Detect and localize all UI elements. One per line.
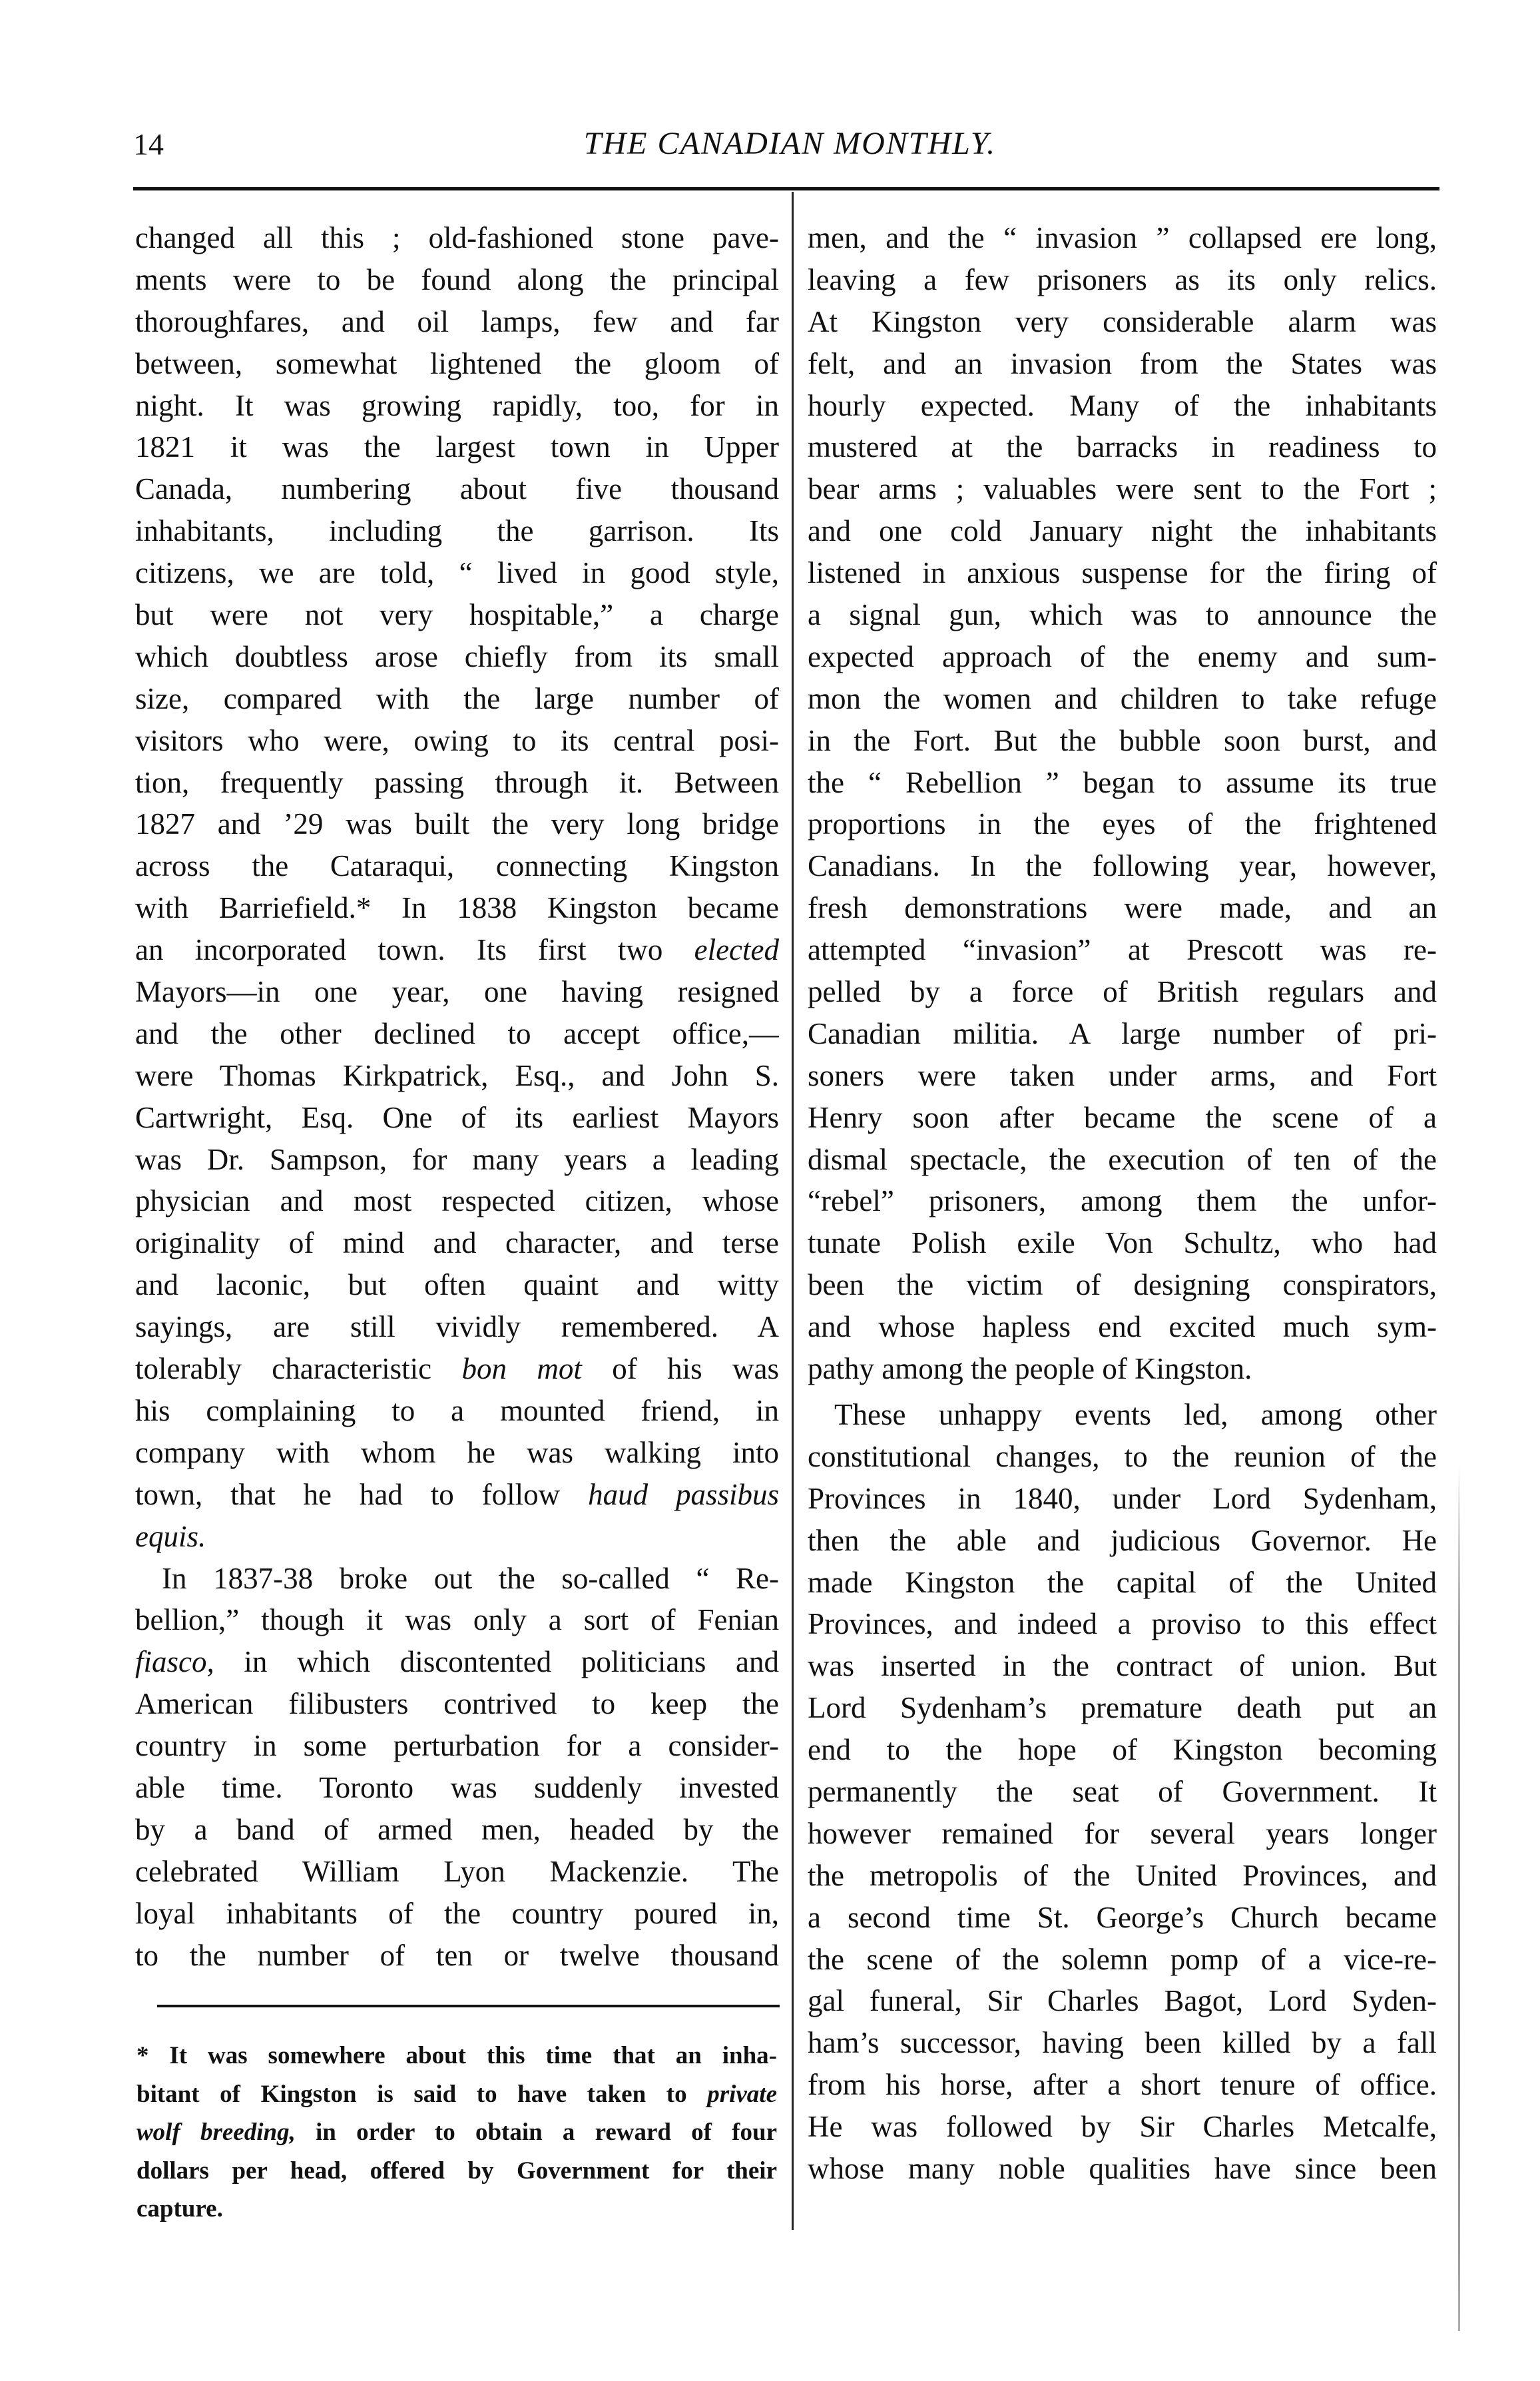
right-column [808,217,1437,2190]
line-text: listened in anxious suspense for the firing of [808,556,1437,590]
line-text: been the victim of designing conspirators, [808,1268,1437,1302]
line-text: pelled by a force of British regulars and [808,975,1437,1009]
line-text: however remained for several years longer [808,1816,1437,1850]
line-text: Provinces, and indeed a proviso to this effect [808,1607,1437,1641]
text-line [135,762,779,804]
paragraph [808,217,1437,1390]
text-line [135,468,779,510]
line-text: These unhappy events led, among other [834,1397,1437,1431]
text-line [136,2037,777,2075]
line-text: and one cold January night the inhabitants [808,514,1437,548]
line-text: pathy among the people of Kingston. [808,1352,1252,1386]
line-text: American filibusters contrived to keep the [135,1687,779,1721]
line-text: able time. Toronto was suddenly invested [135,1770,779,1804]
text-line [135,1641,779,1683]
text-line [808,1436,1437,1478]
line-text: capture. [136,2195,223,2223]
footnote [136,2037,777,2228]
line-text: leaving a few prisoners as its only relics. [808,262,1437,296]
line-text: * It was somewhere about this time that an inha- [136,2042,777,2069]
text-line [808,720,1437,762]
text-line [135,1348,779,1390]
line-text: tion, frequently passing through it. Between [135,765,779,799]
text-line [135,1139,779,1181]
line-text: attempted “invasion” at Prescott was re- [808,933,1437,967]
text-line [808,1520,1437,1562]
text-line [135,1432,779,1474]
text-line [808,1980,1437,2022]
text-line [808,1603,1437,1645]
text-line [808,1180,1437,1222]
line-text: hourly expected. Many of the inhabitants [808,388,1437,422]
line-text: inhabitants, including the garrison. Its [135,514,779,548]
line-text: in order to obtain a reward of four [295,2119,777,2147]
line-text: mustered at the barracks in readiness to [808,430,1437,464]
text-line [808,1013,1437,1055]
line-text: the metropolis of the United Provinces, and [808,1858,1437,1892]
header-rule [133,187,1439,190]
text-line [135,594,779,636]
text-line [808,1687,1437,1729]
text-line [135,1599,779,1641]
text-line [135,1516,779,1558]
line-text: his complaining to a mounted friend, in [135,1393,779,1427]
line-text: an incorporated town. Its first two [135,933,694,967]
text-line [808,217,1437,259]
line-text: At Kingston very considerable alarm was [808,304,1437,338]
text-line [808,510,1437,552]
text-line [135,636,779,678]
line-text: Cartwright, Esq. One of its earliest Mayors [135,1100,779,1134]
line-text: a second time St. George’s Church became [808,1900,1437,1934]
text-line [808,385,1437,427]
line-text: “rebel” prisoners, among them the unfor- [808,1184,1437,1218]
line-text: dollars per head, offered by Government for their [136,2157,777,2185]
line-text: visitors who were, owing to its central posi- [135,723,779,757]
text-line [808,678,1437,720]
paragraph [135,217,779,1558]
text-line [135,1390,779,1432]
text-line [135,1055,779,1097]
text-line [135,1306,779,1348]
line-text: a signal gun, which was to announce the [808,598,1437,632]
line-text: the scene of the solemn pomp of a vice-re- [808,1942,1437,1976]
text-line [808,1222,1437,1264]
paragraph [136,2037,777,2228]
line-text: night. It was growing rapidly, too, for in [135,388,779,422]
line-text: bear arms ; valuables were sent to the Fort ; [808,472,1437,506]
text-line [808,1562,1437,1604]
line-text: physician and most respected citizen, whose [135,1184,779,1218]
line-text: 1827 and ’29 was built the very long bridge [135,807,779,841]
line-text: loyal inhabitants of the country poured in, [135,1896,779,1930]
text-line [135,1222,779,1264]
line-text: gal funeral, Sir Charles Bagot, Lord Syden- [808,1984,1437,2018]
text-line [135,1264,779,1306]
text-line [135,552,779,594]
text-line [135,1180,779,1222]
text-line [135,887,779,929]
text-line [808,1306,1437,1348]
text-line [808,594,1437,636]
line-text: to the number of ten or twelve thousand [135,1938,779,1972]
text-line [808,1394,1437,1436]
text-line [135,1809,779,1851]
line-text: country in some perturbation for a consider- [135,1729,779,1763]
line-text: Mayors—in one year, one having resigned [135,975,779,1009]
italic-text: bon mot [461,1352,582,1386]
footnote-rule [157,2005,780,2007]
line-text: but were not very hospitable,” a charge [135,598,779,632]
line-text: of his was [581,1352,779,1386]
line-text: felt, and an invasion from the States was [808,346,1437,380]
line-text: tunate Polish exile Von Schultz, who had [808,1226,1437,1260]
text-line [808,301,1437,343]
text-line [135,1851,779,1893]
italic-text: haud passibus [588,1477,779,1511]
text-line [136,2075,777,2114]
text-line [808,1264,1437,1306]
line-text: mon the women and children to take refuge [808,681,1437,715]
text-line [136,2190,777,2228]
line-text: in which discontented politicians and [214,1645,779,1679]
text-line [808,1348,1437,1390]
text-line [808,1813,1437,1855]
text-line [808,803,1437,845]
text-line [808,887,1437,929]
text-line [808,971,1437,1013]
line-text: men, and the “ invasion ” collapsed ere long, [808,221,1437,254]
line-text: in the Fort. But the bubble soon burst, and [808,723,1437,757]
italic-text: private [707,2080,777,2108]
text-line [808,1139,1437,1181]
italic-text: elected [694,933,779,967]
text-line [135,426,779,468]
text-line [135,301,779,343]
line-text: constitutional changes, to the reunion of the [808,1439,1437,1473]
line-text: soners were taken under arms, and Fort [808,1058,1437,1092]
line-text: between, somewhat lightened the gloom of [135,346,779,380]
running-title: THE CANADIAN MONTHLY. [583,126,997,161]
italic-text: wolf breeding, [136,2119,296,2147]
text-line [808,259,1437,301]
text-line [808,1939,1437,1981]
line-text: then the able and judicious Governor. He [808,1523,1437,1557]
line-text: Canadians. In the following year, however, [808,849,1437,883]
line-text: bellion,” though it was only a sort of Fenian [135,1603,779,1637]
text-line [135,803,779,845]
line-text: company with whom he was walking into [135,1435,779,1469]
line-text: from his horse, after a short tenure of office. [808,2068,1437,2102]
text-line [135,259,779,301]
line-text: ments were to be found along the principal [135,262,779,296]
line-text: citizens, we are told, “ lived in good style, [135,556,779,590]
line-text: expected approach of the enemy and sum- [808,639,1437,673]
text-line [808,845,1437,887]
line-text: tolerably characteristic [135,1352,462,1386]
text-line [808,1478,1437,1520]
text-line [808,343,1437,385]
text-line [135,678,779,720]
line-text: across the Cataraqui, connecting Kingston [135,849,779,883]
line-text: celebrated William Lyon Mackenzie. The [135,1854,779,1888]
text-line [808,929,1437,971]
text-line [808,1055,1437,1097]
text-line [135,1013,779,1055]
line-text: thoroughfares, and oil lamps, few and far [135,304,779,338]
line-text: He was followed by Sir Charles Metcalfe, [808,2110,1437,2144]
text-line [135,510,779,552]
text-line [808,1771,1437,1813]
line-text: In 1837-38 broke out the so-called “ Re- [162,1561,779,1595]
text-line [135,845,779,887]
line-text: Provinces in 1840, under Lord Sydenham, [808,1481,1437,1515]
paragraph [808,1394,1437,2190]
line-text: made Kingston the capital of the United [808,1565,1437,1599]
text-line [135,1893,779,1935]
page-number: 14 [133,127,164,161]
paragraph [135,1558,779,1977]
line-text: Henry soon after became the scene of a [808,1100,1437,1134]
column-divider [792,192,794,2230]
line-text: dismal spectacle, the execution of ten of the [808,1142,1437,1176]
line-text: town, that he had to follow [135,1477,589,1511]
text-line [808,1645,1437,1687]
scan-edge-artifact [1458,1465,1460,2331]
text-line [808,426,1437,468]
line-text: and whose hapless end excited much sym- [808,1310,1437,1344]
text-line [135,343,779,385]
text-line [808,2064,1437,2106]
italic-text: equis. [135,1519,206,1553]
text-line [135,385,779,427]
text-line [808,2106,1437,2148]
text-line [808,636,1437,678]
text-line [136,2152,777,2191]
text-line [808,762,1437,804]
line-text: fresh demonstrations were made, and an [808,891,1437,925]
text-line [808,1097,1437,1139]
text-line [808,468,1437,510]
line-text: and laconic, but often quaint and witty [135,1268,779,1302]
text-line [808,1729,1437,1771]
text-line [135,929,779,971]
text-line [808,2148,1437,2190]
text-line [135,1097,779,1139]
line-text: end to the hope of Kingston becoming [808,1733,1437,1767]
line-text: were Thomas Kirkpatrick, Esq., and John S. [135,1058,779,1092]
text-line [135,1474,779,1516]
line-text: permanently the seat of Government. It [808,1774,1437,1808]
line-text: by a band of armed men, headed by the [135,1812,779,1846]
italic-text: fiasco, [135,1645,214,1679]
line-text: was inserted in the contract of union. But [808,1649,1437,1683]
line-text: changed all this ; old-fashioned stone pave- [135,221,779,254]
text-line [135,720,779,762]
text-line [808,1897,1437,1939]
text-line [135,1558,779,1600]
text-line [135,1935,779,1977]
line-text: Canada, numbering about five thousand [135,472,779,506]
text-line [135,1725,779,1767]
line-text: Canadian militia. A large number of pri- [808,1016,1437,1050]
line-text: was Dr. Sampson, for many years a leading [135,1142,779,1176]
text-line [808,1855,1437,1897]
text-line [808,552,1437,594]
line-text: the “ Rebellion ” began to assume its true [808,765,1437,799]
text-line [135,1767,779,1809]
line-text: 1821 it was the largest town in Upper [135,430,779,464]
text-line [135,971,779,1013]
line-text: which doubtless arose chiefly from its small [135,639,779,673]
line-text: whose many noble qualities have since been [808,2151,1437,2185]
left-column [135,217,779,1976]
line-text: sayings, are still vividly remembered. A [135,1310,779,1344]
line-text: proportions in the eyes of the frightened [808,807,1437,841]
line-text: bitant of Kingston is said to have taken to [136,2080,708,2108]
line-text: originality of mind and character, and terse [135,1226,779,1260]
text-line [135,217,779,259]
text-line [808,2022,1437,2064]
line-text: and the other declined to accept office,— [135,1016,779,1050]
line-text: Lord Sydenham’s premature death put an [808,1691,1437,1725]
text-line [135,1683,779,1725]
line-text: size, compared with the large number of [135,681,779,715]
line-text: with Barriefield.* In 1838 Kingston became [135,891,779,925]
line-text: ham’s successor, having been killed by a fall [808,2026,1437,2060]
text-line [136,2113,777,2152]
